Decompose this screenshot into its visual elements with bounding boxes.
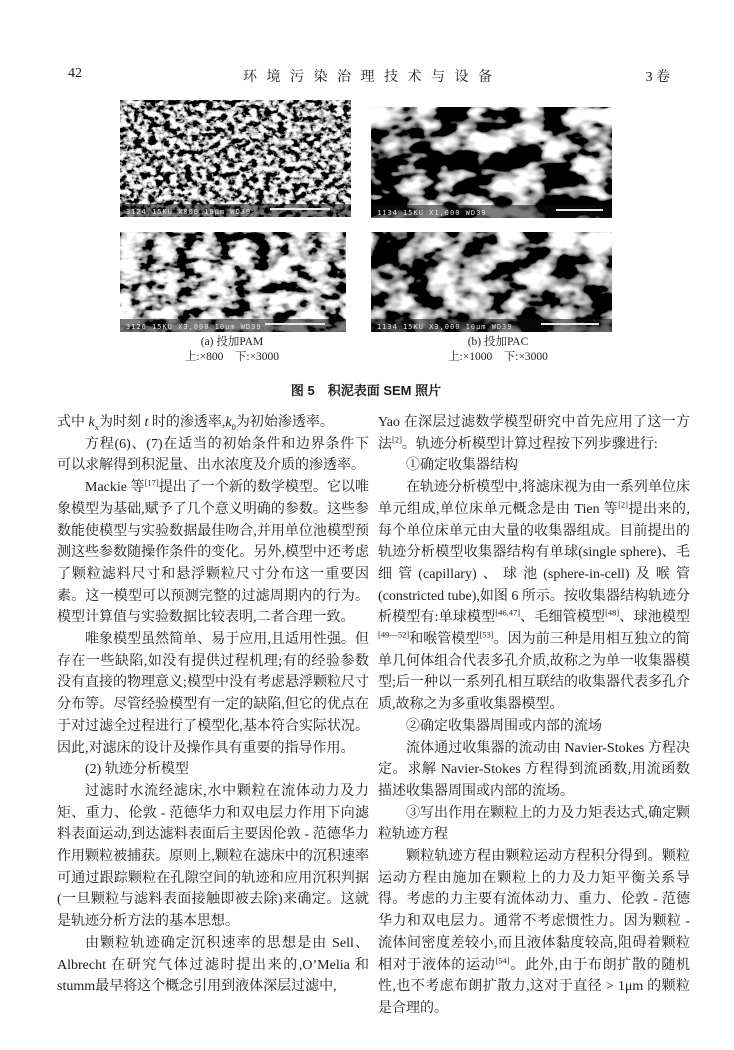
text-column-right: Yao 在深层过滤数学模型研究中首先应用了这一方法[2]。轨迹分析模型计算过程按下列步骤进行: ①确定收集器结构 在轨迹分析模型中,将滤床视为由一系列单位床单元组成,单位床单元概念是由 Tien 等[2]提出来的,每个单位床单元由大量的收集器组成。目前提出的轨迹分析模型收集器结构有单球(single sphere)、毛细管(capillary)、球池(sphere-in-cell)及喉管(constricted tube),如图 6 所示。按收集器结构轨迹分析模型有:单球模型[46,47]、毛细管模型[48]、球池模型[49—52]和喉管模型[53]。因为前三种是用相互独立的简单几何体组合代表多孔介质,故称之为单一收集器模型;后一种以一系列孔相互联结的收集器代表多孔介质,故称之为多重收集器模型。 ②确定收集器周围或内部的流场 流体通过收集器的流动由 Navier-Stokes 方程决定。求解 Navier-Stokes 方程得到流函数,用流函数描述收集器周围或内部的流场。 ③写出作用在颗粒上的力及力矩表达式,确定颗粒轨迹方程 颗粒轨迹方程由颗粒运动方程积分得到。颗粒运动方程由施加在颗粒上的力及力矩平衡关系导得。考虑的力主要有流体动力、重力、伦敦 - 范德华力和双电层力。通常不考虑惯性力。因为颗粒 - 流体间密度差较小,而且液体黏度较高,阻碍着颗粒相对于液体的运动[54]。此外,由于布朗扩散的随机性,也不考虑布朗扩散力,这对于直径 > 1μm 的颗粒是合理的。: [378, 415, 691, 1016]
subcaption-b-title: (b) 投加PAC: [467, 336, 529, 348]
text-column-left: 式中 $k_x$为时刻 t 时的渗透率$,k_0$为初始渗透率。 方程(6)、(7)在适当的初始条件和边界条件下可以求解得到积泥量、出水浓度及介质的渗透率。 Mackie 等[17]提出了一个新的数学模型。它以唯象模型为基础,赋予了几个意义明确的参数。这些参数能使模型与实验数据最佳吻合,并用单位池模型预测这些参数随操作条件的变化。另外,模型中还考虑了颗粒滤料尺寸和悬浮颗粒尺寸分布这一重要因素。这一模型可以预测完整的过滤周期内的行为。模型计算值与实验数据比较表明,二者合理一致。 唯象模型虽然简单、易于应用,且适用性强。但存在一些缺陷,如没有提供过程机理;有的经验参数没有直接的物理意义;模型中没有考虑悬浮颗粒尺寸分布等。尽管经验模型有一定的缺陷,但它的优点在于对过滤全过程进行了模型化,基本符合实际状况。因此,对滤床的设计及操作具有重要的指导作用。 (2) 轨迹分析模型 过滤时水流经滤床,水中颗粒在流体动力及力矩、重力、伦敦 - 范德华力和双电层力作用下向滤料表面运动,到达滤料表面后主要因伦敦 - 范德华力作用颗粒被捕获。原则上,颗粒在滤床中的沉积速率可通过跟踪颗粒在孔隙空间的轨迹和应用沉积判据(一旦颗粒与滤料表面接触即被去除)来确定。这就是轨迹分析方法的基本思想。 由颗粒轨迹确定沉积速率的思想是由 Sell、Albrecht 在研究气体过滤时提出来的,O’Melia 和 stumm最早将这个概念引用到液体深层过滤中,: [57, 415, 370, 995]
figure-caption: 图 5 积泥表面 SEM 照片: [290, 383, 442, 398]
figure-5-panel: [120, 100, 612, 400]
subcaption-b: [378, 335, 618, 365]
subcaption-a: [112, 335, 352, 365]
page-header: [68, 66, 670, 84]
volume-label: 3 卷: [645, 70, 670, 85]
page-number: 42: [68, 66, 82, 81]
subcaption-b-scales: 上:×1000 下:×3000: [448, 351, 548, 363]
sem-image-pam-x800: [120, 100, 351, 217]
sem-statusbar-text: 3124 15KU X800 10μm WD39: [126, 208, 252, 216]
subcaption-a-title: (a) 投加PAM: [200, 336, 264, 348]
journal-title: 环 境 污 染 治 理 技 术 与 设 备: [243, 70, 495, 85]
sem-statusbar-text: 3126 15KU X3,000 10μm WD39: [126, 323, 262, 331]
sem-image-pac-x1000: [371, 107, 612, 218]
sem-statusbar-text: 1134 15KU X3,000 10μm WD39: [377, 323, 513, 331]
sem-statusbar-text: 1134 15KU X1,000 WD39: [377, 209, 487, 217]
subcaption-a-scales: 上:×800 下:×3000: [184, 351, 280, 363]
sem-image-pac-x3000: [371, 232, 612, 332]
sem-image-pam-x3000: [120, 232, 346, 332]
